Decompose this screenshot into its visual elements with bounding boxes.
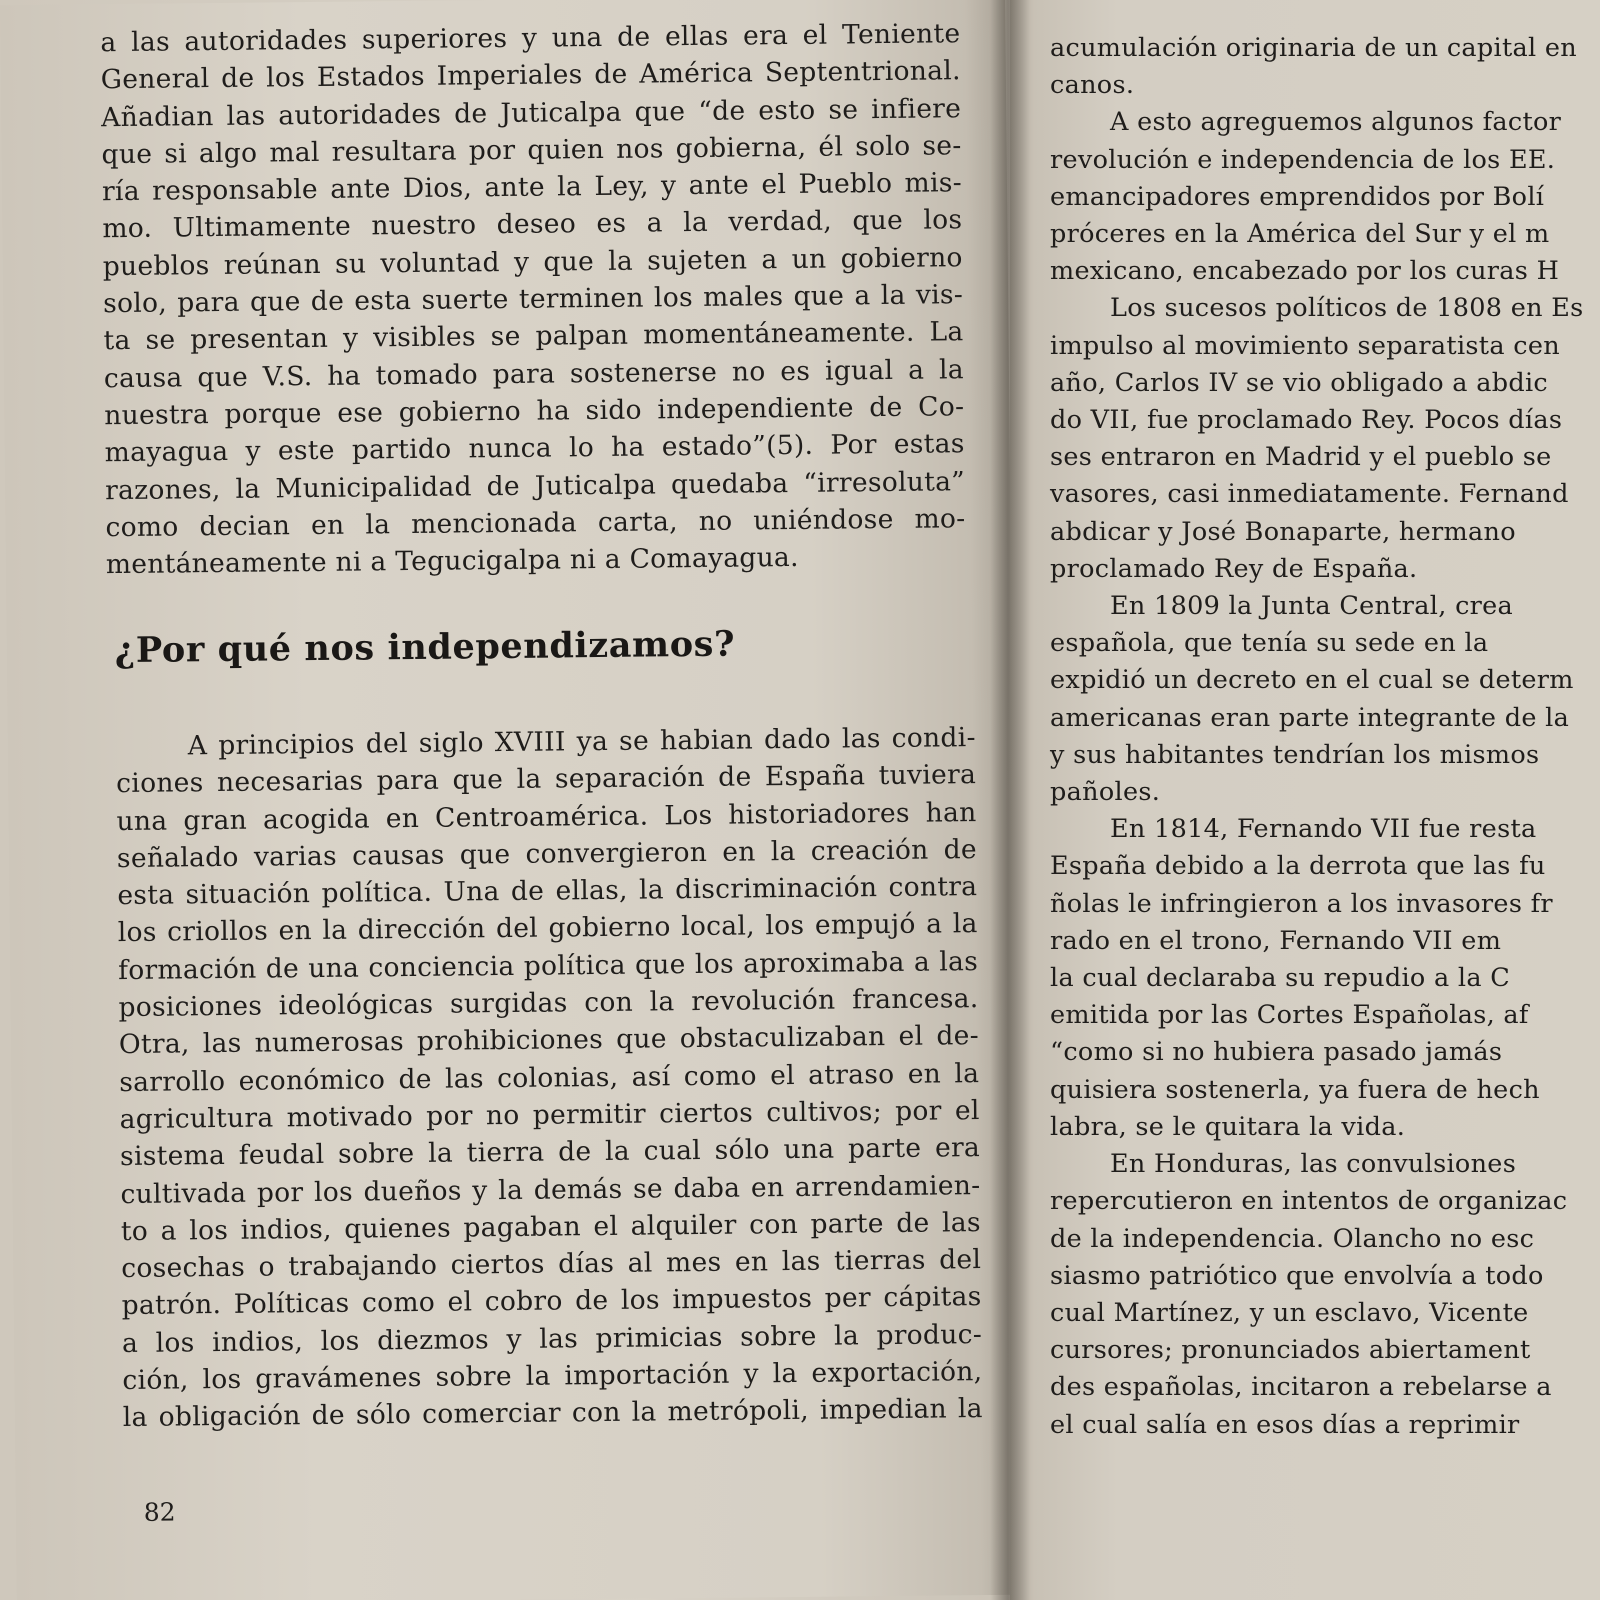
text-line: el cual salía en esos días a reprimir (1050, 1409, 1520, 1440)
text-line: rado en el trono, Fernando VII em (1050, 925, 1502, 956)
text-line: proclamado Rey de España. (1050, 553, 1418, 584)
text-line: En 1814, Fernando VII fue resta (1110, 814, 1537, 845)
text-line: Otra, las numerosas prohibiciones que obstaculizaban el de- (118, 1020, 980, 1061)
text-line: esta situación política. Una de ellas, la discriminación contra (117, 871, 978, 912)
text-line: vasores, casi inmediatamente. Fernand (1050, 479, 1569, 510)
text-line: posiciones ideológicas surgidas con la revolución francesa. (118, 983, 979, 1024)
text-line: que si algo mal resultara por quien nos gobierna, él solo se- (101, 130, 962, 171)
right-page (1010, 0, 1600, 1600)
text-line: pañoles. (1050, 777, 1161, 808)
text-line: mexicano, encabezado por los curas H (1050, 256, 1560, 287)
text-line: En Honduras, las convulsiones (1110, 1149, 1517, 1180)
text-line: labra, se le quitara la vida. (1050, 1111, 1406, 1142)
text-line: quisiera sostenerla, ya fuera de hech (1050, 1074, 1540, 1105)
text-line: ñolas le infringieron a los invasores fr (1050, 888, 1553, 919)
text-line: pueblos reúnan su voluntad y que la sujeten a un gobierno (102, 241, 963, 282)
right-body-text (1050, 30, 1600, 1444)
text-line: acumulación originaria de un capital en (1050, 33, 1578, 63)
text-line: expidió un decreto en el cual se determ (1050, 665, 1574, 696)
text-line: cual Martínez, y un esclavo, Vicente (1050, 1297, 1529, 1328)
text-line: cursores; pronunciados abiertament (1050, 1335, 1531, 1366)
text-line: los criollos en la dirección del gobierno local, los empujó a la (117, 908, 978, 949)
text-line: una gran acogida en Centroamérica. Los historiadores han (116, 796, 977, 837)
text-line: A esto agreguemos algunos factor (1110, 107, 1562, 138)
text-line: patrón. Políticas como el cobro de los impuestos per cápitas (121, 1281, 982, 1322)
text-line: do VII, fue proclamado Rey. Pocos días (1050, 405, 1563, 436)
text-line: España debido a la derrota que las fu (1050, 851, 1546, 882)
text-line: ciones necesarias para que la separación de España tuviera (116, 759, 977, 800)
text-line: Añadian las autoridades de Juticalpa que “de esto se infiere (101, 92, 962, 133)
page-number: 82 (143, 1497, 176, 1527)
text-line: repercutieron en intentos de organizac (1050, 1186, 1568, 1217)
text-line: año, Carlos IV se vio obligado a abdic (1050, 367, 1548, 398)
text-line: y sus habitantes tendrían los mismos (1050, 739, 1540, 770)
text-line: a las autoridades superiores y una de ellas era el Teniente (100, 18, 961, 59)
text-line: General de los Estados Imperiales de América Septentrional. (100, 55, 961, 96)
text-line: de la independencia. Olancho no esc (1050, 1223, 1535, 1254)
text-line: formación de una conciencia política que los aproximaba a las (117, 945, 979, 986)
text-line: razones, la Municipalidad de Juticalpa quedaba “irresoluta” (104, 465, 966, 506)
text-line: ción, los gravámenes sobre la importación y la exportación, (122, 1356, 983, 1397)
text-line: americanas eran parte integrante de la (1050, 702, 1570, 733)
text-line: sarrollo económico de las colonias, así como el atraso en la (119, 1057, 980, 1098)
text-line: cosechas o trabajando ciertos días al mes en las tierras del (121, 1244, 982, 1285)
text-line: ría responsable ante Dios, ante la Ley, y ante el Pueblo mis- (101, 167, 963, 208)
text-line: En 1809 la Junta Central, crea (1110, 591, 1514, 622)
text-line: Los sucesos políticos de 1808 en Es (1110, 293, 1584, 324)
text-line: la obligación de sólo comerciar con la metrópoli, impedian la (122, 1393, 983, 1434)
text-line: mayagua y este partido nunca lo ha estado”(5). Por estas (104, 428, 965, 469)
text-line: cultivada por los dueños y la demás se daba en arrendamien- (120, 1169, 981, 1210)
left-paragraph-2 (116, 719, 983, 1437)
text-line: emancipadores emprendidos por Bolí (1050, 181, 1545, 212)
text-line: ta se presentan y visibles se palpan momentáneamente. La (103, 316, 964, 357)
text-line: próceres en la América del Sur y el m (1050, 219, 1550, 250)
text-line: sistema feudal sobre la tierra de la cual sólo una parte era (119, 1132, 981, 1173)
text-line: A principios del siglo XVIII ya se habian dado las condi- (187, 722, 976, 762)
text-line: la cual declaraba su repudio a la C (1050, 963, 1511, 994)
text-line: des españolas, incitaron a rebelarse a (1050, 1372, 1552, 1403)
text-line: impulso al movimiento separatista cen (1050, 330, 1560, 361)
text-line: emitida por las Cortes Españolas, af (1050, 1000, 1529, 1031)
text-line: “como si no hubiera pasado jamás (1050, 1037, 1503, 1068)
section-heading: ¿Por qué nos independizamos? (114, 623, 736, 672)
text-line: siasmo patriótico que envolvía a todo (1050, 1260, 1544, 1291)
text-line: como decian en la mencionada carta, no uniéndose mo- (105, 503, 966, 544)
text-line: mo. Ultimamente nuestro deseo es a la verdad, que los (102, 204, 963, 245)
text-line: señalado varias causas que convergieron en la creación de (116, 833, 978, 874)
text-line: canos. (1050, 70, 1135, 101)
left-paragraph-1 (100, 15, 966, 583)
text-line: a los indios, los diezmos y las primicias sobre la produc- (121, 1318, 983, 1359)
text-line: to a los indios, quienes pagaban el alquiler con parte de las (120, 1206, 981, 1247)
text-line: agricultura motivado por no permitir ciertos cultivos; por el (119, 1095, 980, 1136)
text-line: revolución e independencia de los EE. (1050, 144, 1556, 175)
text-line: causa que V.S. ha tomado para sostenerse no es igual a la (103, 353, 965, 394)
text-line: ses entraron en Madrid y el pueblo se (1050, 442, 1552, 473)
text-line: mentáneamente ni a Tegucigalpa ni a Comayagua. (105, 542, 799, 581)
text-line: española, que tenía su sede en la (1050, 628, 1489, 659)
book-gutter (990, 0, 1030, 1600)
text-line: abdicar y José Bonaparte, hermano (1050, 516, 1516, 547)
text-line: solo, para que de esta suerte terminen los males que a la vis- (102, 279, 964, 320)
text-line: nuestra porque ese gobierno ha sido independiente de Co- (104, 391, 965, 432)
